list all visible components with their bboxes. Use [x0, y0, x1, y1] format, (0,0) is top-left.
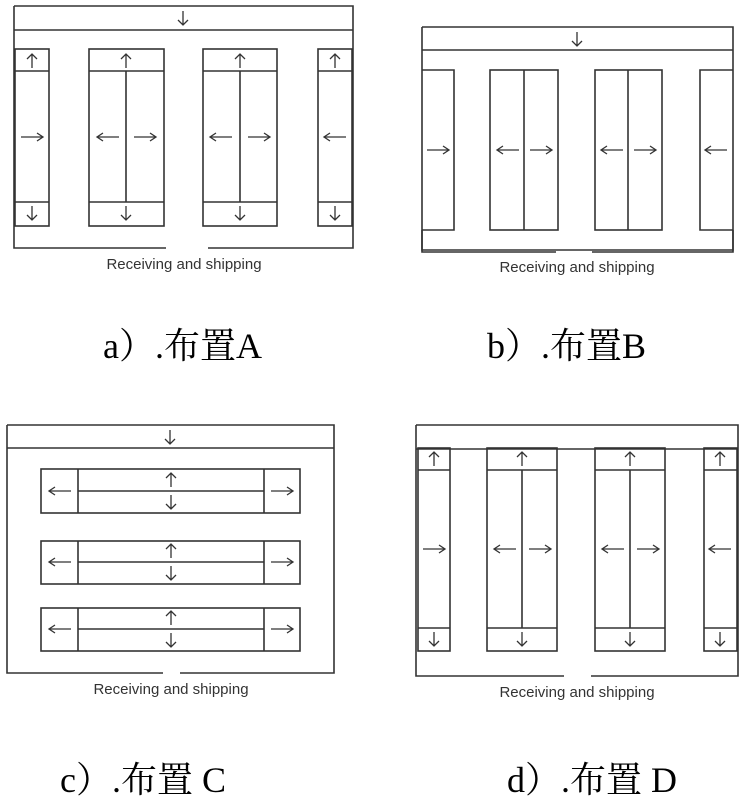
- caption-c: c）.布置 C: [60, 760, 226, 800]
- panel-d-label: Receiving and shipping: [499, 684, 655, 701]
- panel-b-label: Receiving and shipping: [499, 259, 655, 276]
- panel-a-label: Receiving and shipping: [106, 256, 262, 273]
- panel-c-diagram: [7, 425, 334, 698]
- caption-b: b）.布置B: [487, 326, 647, 366]
- panel-c-label: Receiving and shipping: [93, 681, 249, 698]
- panel-b-diagram: [422, 27, 733, 276]
- panel-a-diagram: [14, 6, 353, 273]
- caption-d: d）.布置 D: [507, 760, 677, 800]
- caption-a: a）.布置A: [103, 326, 262, 366]
- panel-d-diagram: [416, 425, 738, 701]
